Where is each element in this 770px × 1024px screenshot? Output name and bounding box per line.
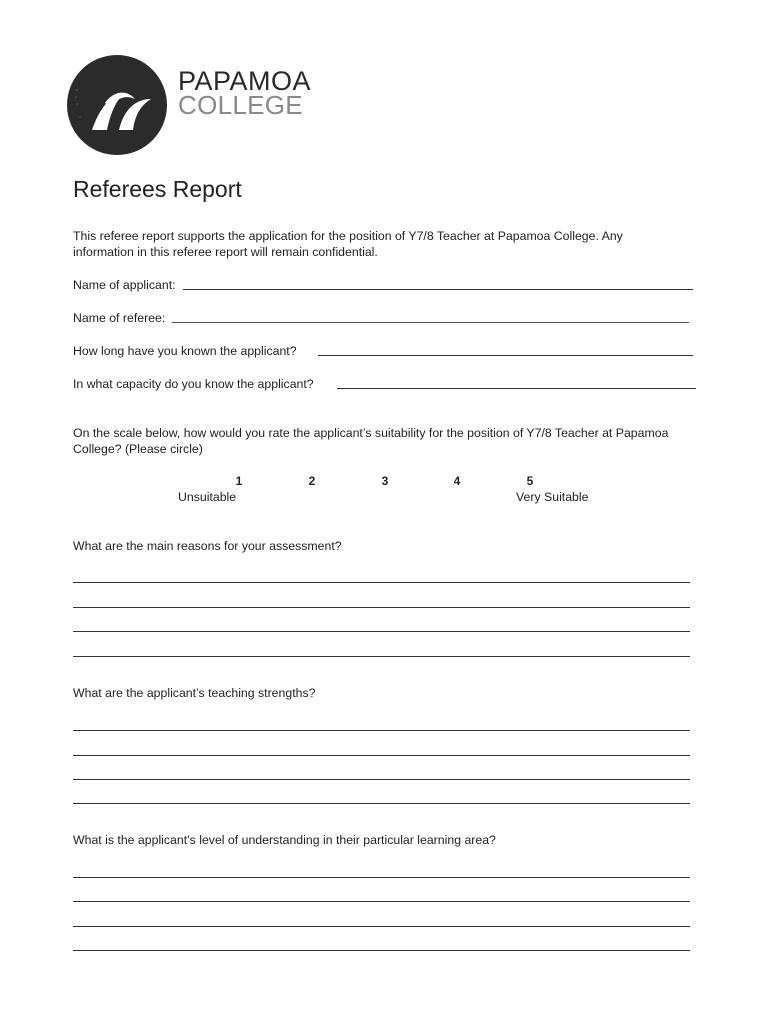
field-label-referee-name: Name of referee: <box>73 311 166 325</box>
answer-line[interactable] <box>73 877 690 878</box>
referee-name-field[interactable] <box>172 322 689 323</box>
answer-line[interactable] <box>73 607 690 608</box>
rating-question: On the scale below, how would you rate the applicant’s suitability for the position of Y7/8 Teacher at Papamoa College? (Please circle) <box>73 426 669 456</box>
intro-paragraph: This referee report supports the application for the position of Y7/8 Teacher at Papamoa College. Any information in this referee report will remain confidential. <box>73 229 623 259</box>
answer-line[interactable] <box>73 582 690 583</box>
rating-option-1[interactable]: 1 <box>235 474 243 488</box>
rating-option-3[interactable]: 3 <box>381 474 389 488</box>
applicant-name-field[interactable] <box>183 289 693 290</box>
brand-name-line1: PAPAMOA <box>178 66 312 96</box>
capacity-field[interactable] <box>337 388 696 389</box>
answer-line[interactable] <box>73 926 690 927</box>
rating-option-5[interactable]: 5 <box>526 474 534 488</box>
question-assessment-reasons: What are the main reasons for your assessment? <box>73 539 342 553</box>
answer-line[interactable] <box>73 730 690 731</box>
rating-option-4[interactable]: 4 <box>453 474 461 488</box>
answer-line[interactable] <box>73 901 690 902</box>
answer-line[interactable] <box>73 755 690 756</box>
brand-name-line2: COLLEGE <box>178 90 303 120</box>
field-label-capacity: In what capacity do you know the applicant? <box>73 377 314 391</box>
answer-line[interactable] <box>73 779 690 780</box>
rating-low-label: Unsuitable <box>178 490 237 504</box>
question-teaching-strengths: What are the applicant’s teaching strengths? <box>73 686 316 700</box>
papamoa-arches-logo-icon <box>67 55 167 155</box>
page-title: Referees Report <box>73 176 242 202</box>
answer-line[interactable] <box>73 803 690 804</box>
answer-line[interactable] <box>73 950 690 951</box>
question-learning-area-understanding: What is the applicant’s level of understanding in their particular learning area? <box>73 833 496 847</box>
field-label-known-duration: How long have you known the applicant? <box>73 344 297 358</box>
rating-high-label: Very Suitable <box>516 490 589 504</box>
answer-line[interactable] <box>73 631 690 632</box>
rating-option-2[interactable]: 2 <box>308 474 316 488</box>
answer-line[interactable] <box>73 656 690 657</box>
field-label-applicant-name: Name of applicant: <box>73 278 176 292</box>
known-duration-field[interactable] <box>318 355 693 356</box>
